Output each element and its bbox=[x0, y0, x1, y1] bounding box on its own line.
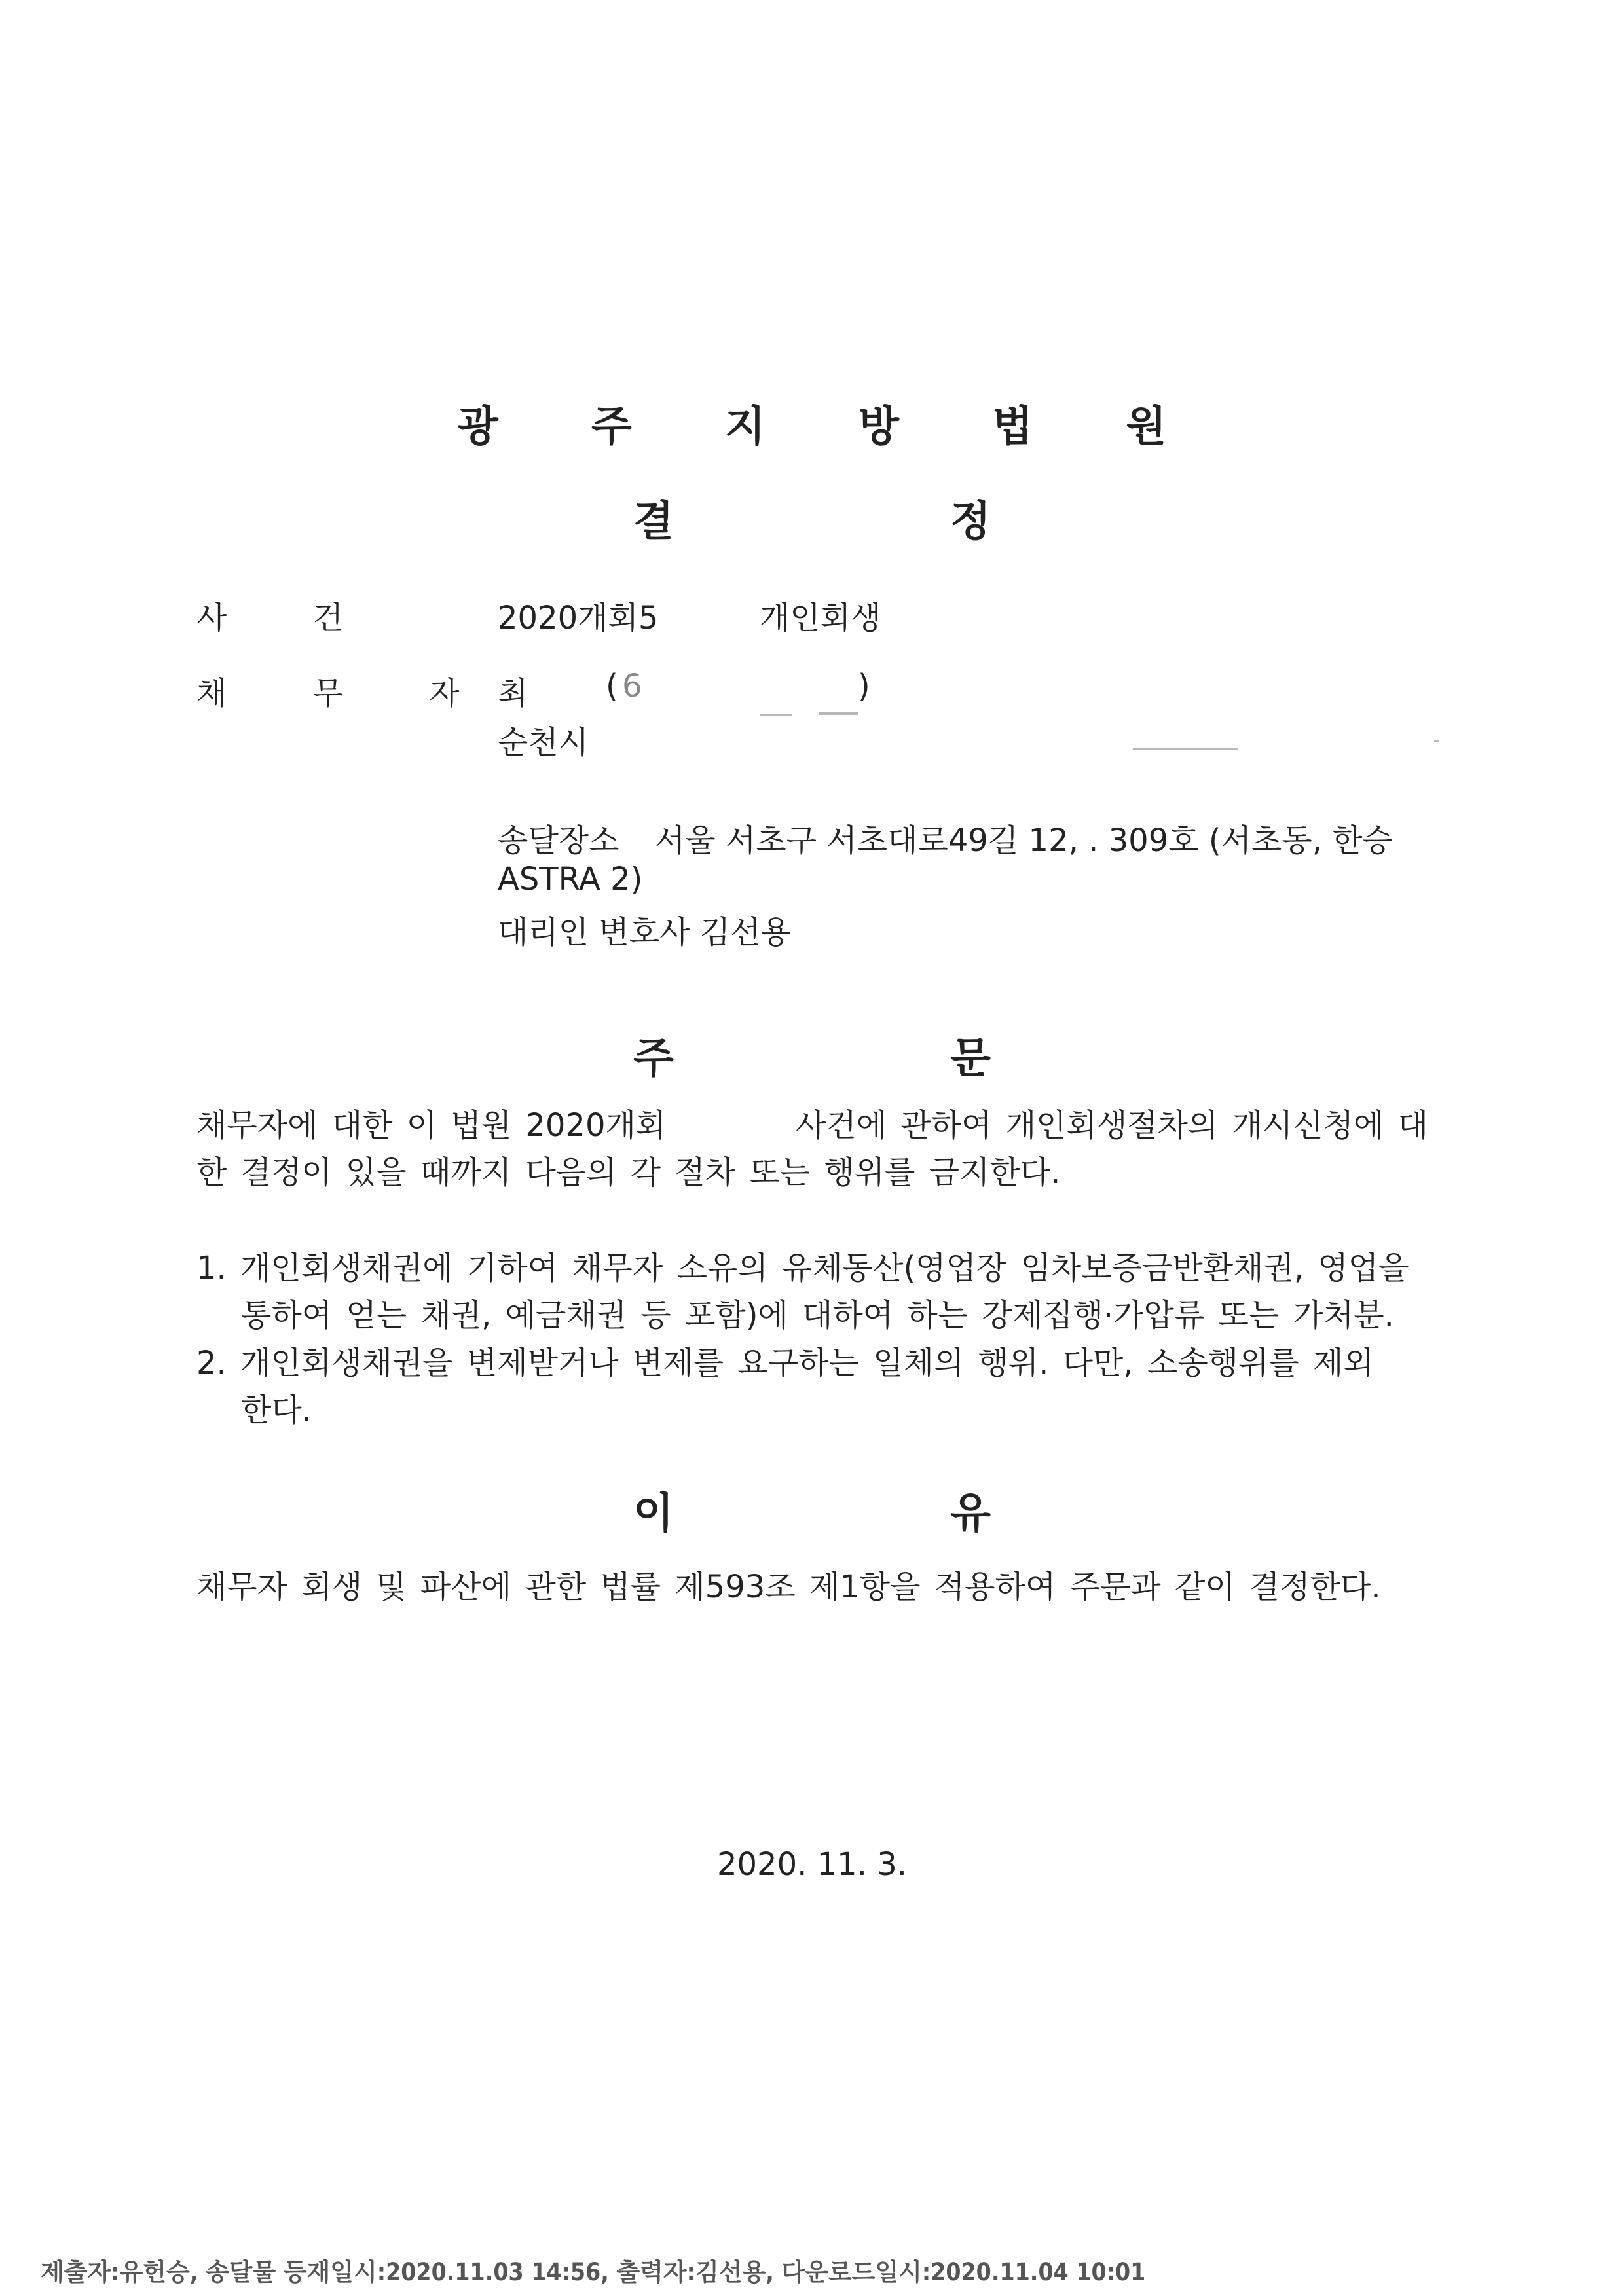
debtor-address: 순천시 bbox=[498, 724, 589, 761]
debtor-agent: 대리인 변호사 김선용 bbox=[498, 914, 791, 951]
redaction-remnant bbox=[760, 714, 792, 716]
order-heading: 주 문 bbox=[633, 1034, 1122, 1083]
delivery-address-line2: ASTRA 2) bbox=[498, 861, 643, 898]
case-number: 2020개회5 bbox=[498, 600, 659, 636]
debtor-label: 채 무 자 bbox=[196, 675, 498, 712]
redaction-remnant bbox=[1133, 748, 1238, 750]
order-intro-part1: 채무자에 대한 이 법원 2020개회 bbox=[196, 1107, 667, 1144]
debtor-id-fragment: 6 bbox=[622, 668, 642, 704]
document-title: 결 정 bbox=[633, 498, 1122, 546]
submission-footer: 제출자:유헌승, 송달물 등재일시:2020.11.03 14:56, 출력자:김선용, 다운로드일시:2020.11.04 10:01 bbox=[41, 2258, 1146, 2286]
case-label: 사 건 bbox=[196, 600, 381, 636]
delivery-label: 송달장소 bbox=[498, 822, 619, 859]
case-type: 개인회생 bbox=[760, 600, 881, 636]
delivery-address-line1: 서울 서초구 서초대로49길 12, . 309호 (서초동, 한승 bbox=[655, 822, 1393, 859]
order-item-2-line2: 한다. bbox=[241, 1392, 312, 1429]
order-item-1-line1: 1. 개인회생채권에 기하여 채무자 소유의 유체동산(영업장 임차보증금반환채권, 영업을 bbox=[196, 1250, 1409, 1286]
order-item-2-line1: 2. 개인회생채권을 변제받거나 변제를 요구하는 일체의 행위. 다만, 소송행위를 제외 bbox=[196, 1345, 1374, 1381]
court-name: 광 주 지 방 법 원 bbox=[457, 403, 1206, 451]
order-item-1-line2: 통하여 얻는 채권, 예금채권 등 포함)에 대하여 하는 강제집행·가압류 또는 가처분. bbox=[241, 1297, 1394, 1334]
decision-date: 2020. 11. 3. bbox=[716, 1846, 908, 1883]
debtor-name-paren-open: ( bbox=[606, 668, 618, 704]
redaction-remnant bbox=[1434, 740, 1439, 742]
order-intro-line2: 한 결정이 있을 때까지 다음의 각 절차 또는 행위를 금지한다. bbox=[196, 1154, 1061, 1191]
debtor-name-paren-close: ) bbox=[858, 668, 870, 704]
debtor-name: 최 bbox=[498, 675, 528, 712]
reason-heading: 이 유 bbox=[633, 1489, 1122, 1538]
redaction-remnant bbox=[819, 712, 858, 715]
reason-text: 채무자 회생 및 파산에 관한 법률 제593조 제1항을 적용하여 주문과 같이 결정한다. bbox=[196, 1569, 1381, 1605]
order-intro-part2: 사건에 관하여 개인회생절차의 개시신청에 대 bbox=[796, 1107, 1429, 1144]
